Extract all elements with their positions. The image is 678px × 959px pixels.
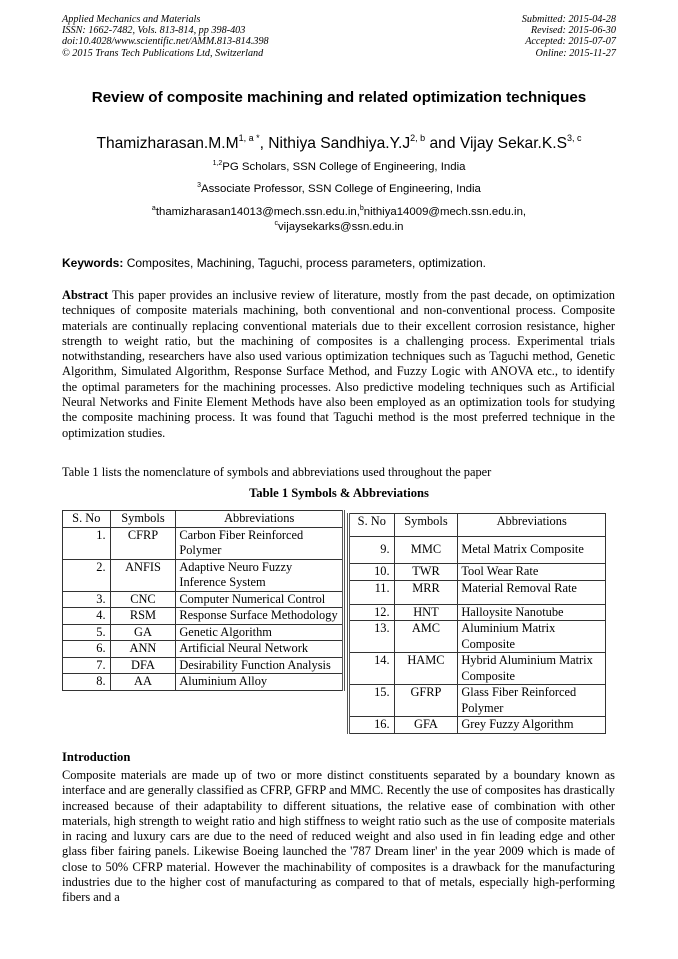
cell-abbreviation: Carbon Fiber Reinforced Polymer bbox=[176, 527, 344, 559]
cell-sno: 11. bbox=[349, 580, 395, 604]
affiliation-text: Associate Professor, SSN College of Engineering, India bbox=[201, 183, 481, 195]
table-row bbox=[349, 621, 606, 653]
issn-line: ISSN: 1662-7482, Vols. 813-814, pp 398-403 bbox=[62, 25, 246, 37]
column-header-abbreviations: Abbreviations bbox=[458, 514, 606, 537]
cell-abbreviation: Adaptive Neuro Fuzzy Inference System bbox=[176, 559, 344, 591]
table-row bbox=[63, 674, 344, 691]
table-row bbox=[63, 559, 344, 591]
cell-sno: 5. bbox=[63, 624, 111, 641]
cell-symbol: ANFIS bbox=[110, 559, 176, 591]
table-row bbox=[63, 624, 344, 641]
column-header-symbols: Symbols bbox=[394, 514, 458, 537]
cell-abbreviation: Aluminium Alloy bbox=[176, 674, 344, 691]
cell-sno: 2. bbox=[63, 559, 111, 591]
cell-abbreviation: Genetic Algorithm bbox=[176, 624, 344, 641]
cell-symbol: MMC bbox=[394, 537, 458, 564]
cell-symbol: TWR bbox=[394, 564, 458, 581]
paper-title: Review of composite machining and related optimization techniques bbox=[91, 89, 587, 106]
keywords bbox=[62, 256, 486, 270]
cell-symbol: GFA bbox=[394, 717, 458, 734]
email-marker: a bbox=[151, 205, 156, 212]
column-header-sno: S. No bbox=[349, 514, 395, 537]
table-row bbox=[349, 580, 606, 604]
table-row bbox=[63, 608, 344, 625]
cell-symbol: MRR bbox=[394, 580, 458, 604]
cell-sno: 7. bbox=[63, 657, 111, 674]
nomenclature-table-left bbox=[62, 510, 345, 691]
cell-symbol: AA bbox=[110, 674, 176, 691]
section-heading-introduction: Introduction bbox=[62, 750, 131, 764]
column-header-sno: S. No bbox=[63, 511, 111, 528]
cell-symbol: GFRP bbox=[394, 685, 458, 717]
cell-symbol: CNC bbox=[110, 591, 176, 608]
table-header-row bbox=[63, 511, 344, 528]
nomenclature-table-right bbox=[347, 513, 606, 734]
author-name: Nithiya Sandhiya.Y.J bbox=[268, 135, 411, 152]
cell-sno: 3. bbox=[63, 591, 111, 608]
table-row bbox=[349, 537, 606, 564]
affiliation-text: PG Scholars, SSN College of Engineering, India bbox=[222, 161, 466, 173]
table-row bbox=[63, 527, 344, 559]
cell-symbol: HAMC bbox=[394, 653, 458, 685]
cell-sno: 10. bbox=[349, 564, 395, 581]
author-separator: and bbox=[425, 135, 460, 152]
online-date: Online: 2015-11-27 bbox=[535, 47, 616, 59]
cell-abbreviation: Response Surface Methodology bbox=[176, 608, 344, 625]
email-marker: c bbox=[274, 220, 278, 227]
email-link-c[interactable]: vijaysekarks@ssn.edu.in bbox=[277, 221, 404, 233]
cell-abbreviation: Computer Numerical Control bbox=[176, 591, 344, 608]
cell-symbol: DFA bbox=[110, 657, 176, 674]
table-row bbox=[349, 604, 606, 621]
affiliation-1 bbox=[0, 161, 678, 173]
author-list bbox=[0, 135, 678, 153]
author-emails bbox=[0, 205, 678, 235]
cell-sno: 16. bbox=[349, 717, 395, 734]
cell-sno: 9. bbox=[349, 537, 395, 564]
author-marker: 1, a * bbox=[238, 133, 260, 143]
table-header-row bbox=[349, 514, 606, 537]
submitted-date: Submitted: 2015-04-28 bbox=[521, 14, 616, 25]
cell-abbreviation: Metal Matrix Composite bbox=[458, 537, 606, 564]
keywords-label: Keywords: bbox=[62, 256, 124, 270]
table-row bbox=[63, 657, 344, 674]
cell-abbreviation: Halloysite Nanotube bbox=[458, 604, 606, 621]
author-marker: 3, c bbox=[567, 133, 582, 143]
cell-sno: 6. bbox=[63, 641, 111, 658]
cell-symbol: RSM bbox=[110, 608, 176, 625]
cell-abbreviation: Aluminium Matrix Composite bbox=[458, 621, 606, 653]
journal-header-left bbox=[62, 14, 269, 59]
cell-sno: 1. bbox=[63, 527, 111, 559]
doi-line: doi:10.4028/www.scientific.net/AMM.813-814.398 bbox=[62, 36, 269, 48]
cell-symbol: AMC bbox=[394, 621, 458, 653]
email-link-a[interactable]: thamizharasan14013@mech.ssn.edu.in, bbox=[155, 206, 360, 218]
table-row bbox=[63, 591, 344, 608]
revised-date: Revised: 2015-06-30 bbox=[530, 25, 616, 37]
affiliation-2 bbox=[0, 183, 678, 195]
table-row bbox=[349, 717, 606, 734]
table-row bbox=[349, 685, 606, 717]
cell-symbol: GA bbox=[110, 624, 176, 641]
table-row bbox=[63, 641, 344, 658]
cell-abbreviation: Hybrid Aluminium Matrix Composite bbox=[458, 653, 606, 685]
keywords-text: Composites, Machining, Taguchi, process parameters, optimization. bbox=[123, 256, 486, 270]
affiliation-marker: 3 bbox=[197, 182, 202, 189]
cell-symbol: HNT bbox=[394, 604, 458, 621]
cell-abbreviation: Tool Wear Rate bbox=[458, 564, 606, 581]
author-name: Thamizharasan.M.M bbox=[96, 135, 239, 152]
abstract-label: Abstract bbox=[62, 288, 109, 302]
abstract bbox=[62, 288, 615, 441]
cell-sno: 12. bbox=[349, 604, 395, 621]
cell-abbreviation: Material Removal Rate bbox=[458, 580, 606, 604]
journal-header-right bbox=[522, 14, 616, 59]
abstract-text: This paper provides an inclusive review of literature, mostly from the past decade, on optimization techniques of composite materials machining, both conventional and non-conventional process. Composite materials are continually replacing conventional materials due to their excellent corrosion resistance, higher strength to weight ratio, but the machining of composites is a challenging process. Experimental trials notwithstanding, researchers have also used various optimization techniques such as Taguchi method, Genetic Algorithm, Simulated Algorithm, Response Surface Method, and Fuzzy Logic with ANOVA etc., to identify the optimal parameters for the machining processes. Also predictive modeling techniques such as Artificial Neural Networks and Finite Element Methods have also been employed as an optimization tools for studying the composite machining process. It was found that Taguchi method is the most preferred technique in the optimization studies. bbox=[62, 288, 615, 440]
cell-abbreviation: Grey Fuzzy Algorithm bbox=[458, 717, 606, 734]
cell-abbreviation: Artificial Neural Network bbox=[176, 641, 344, 658]
table-caption: Table 1 Symbols & Abbreviations bbox=[249, 486, 429, 500]
cell-sno: 4. bbox=[63, 608, 111, 625]
author-name: Vijay Sekar.K.S bbox=[459, 135, 568, 152]
email-marker: b bbox=[359, 205, 364, 212]
author-marker: 2, b bbox=[410, 133, 426, 143]
cell-sno: 8. bbox=[63, 674, 111, 691]
table-intro-text: Table 1 lists the nomenclature of symbols and abbreviations used throughout the paper bbox=[62, 465, 492, 479]
cell-sno: 13. bbox=[349, 621, 395, 653]
cell-abbreviation: Glass Fiber Reinforced Polymer bbox=[458, 685, 606, 717]
column-header-symbols: Symbols bbox=[110, 511, 176, 528]
accepted-date: Accepted: 2015-07-07 bbox=[525, 36, 616, 48]
author-separator: , bbox=[259, 135, 269, 152]
table-row bbox=[349, 653, 606, 685]
cell-symbol: ANN bbox=[110, 641, 176, 658]
cell-abbreviation: Desirability Function Analysis bbox=[176, 657, 344, 674]
cell-symbol: CFRP bbox=[110, 527, 176, 559]
column-header-abbreviations: Abbreviations bbox=[176, 511, 344, 528]
email-link-b[interactable]: nithiya14009@mech.ssn.edu.in, bbox=[363, 206, 527, 218]
journal-name: Applied Mechanics and Materials bbox=[62, 14, 201, 25]
cell-sno: 15. bbox=[349, 685, 395, 717]
table-row bbox=[349, 564, 606, 581]
copyright-line: © 2015 Trans Tech Publications Ltd, Switzerland bbox=[62, 47, 264, 59]
cell-sno: 14. bbox=[349, 653, 395, 685]
affiliation-marker: 1,2 bbox=[212, 160, 223, 167]
introduction-text: Composite materials are made up of two or more distinct constituents separated by a boundary known as interface and are generally classified as CFRP, GFRP and MMC. Recently the use of composites has drastically increased because of their adaptability to different situations, the relative ease of combination with other materials, high strength to weight ratio and high stiffness to weight ratio such as the use of composite materials in racing and luxury cars are due to the need of reduced weight and also used in fin leading edge and other glass fiber fairing panels. Likewise Boeing launched the '787 Dream liner' in the year 2009 which is made of close to 50% CFRP material. However the machinability of composites is a drawback for the manufacturing industries due to the higher cost of manufacturing as compared to that of metals, especially high-performing fibers and a bbox=[62, 768, 615, 905]
